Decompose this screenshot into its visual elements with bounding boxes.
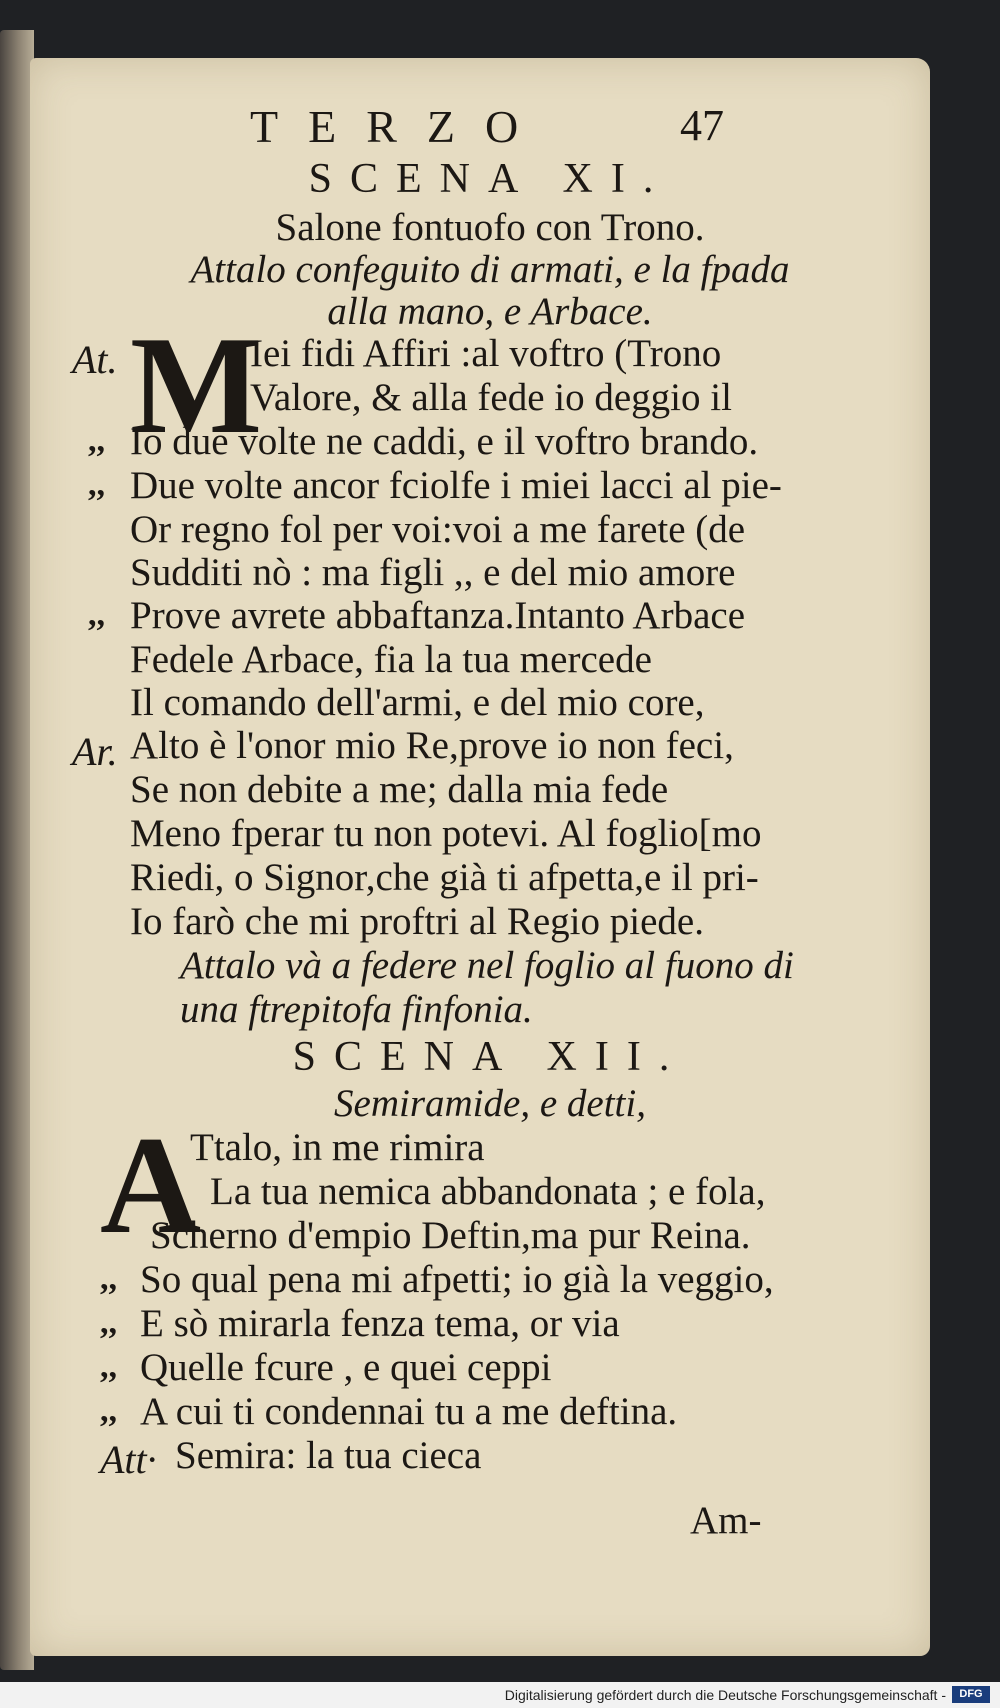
quote-mark: ,,: [88, 466, 105, 503]
page-text: [70, 88, 910, 1558]
stage-direction: Attalo confeguito di armati, e la fpada: [190, 248, 790, 291]
verse-line: Prove avrete abbaftanza.Intanto Arbace: [130, 594, 746, 637]
stage-direction: alla mano, e Arbace.: [327, 290, 653, 333]
quote-mark: ,,: [88, 422, 105, 459]
speaker-label: Ar.: [72, 729, 118, 774]
verse-line: Io farò che mi proftri al Regio piede.: [130, 900, 704, 943]
verse-line: Semira: la tua cieca: [175, 1434, 482, 1477]
verse-line: La tua nemica abbandonata ; e fola,: [210, 1170, 766, 1213]
drop-capital: A: [100, 1108, 202, 1263]
verse-line: Scherno d'empio Deftin,ma pur Reina.: [150, 1214, 751, 1257]
verse-line: Il comando dell'armi, e del mio core,: [130, 681, 705, 724]
verse-line: Sudditi nò : ma figli ,, e del mio amore: [130, 551, 736, 594]
verse-line: Due volte ancor fciolfe i miei lacci al pie-: [130, 464, 782, 507]
verse-line: Meno fperar tu non potevi. Al foglio[mo: [130, 812, 762, 855]
verse-line: Ttalo, in me rimira: [190, 1126, 485, 1169]
verse-line: Se non debite a me; dalla mia fede: [130, 768, 669, 811]
quote-mark: ,,: [100, 1392, 117, 1429]
drop-capital: M: [130, 308, 263, 463]
verse-line: Fedele Arbace, fia la tua mercede: [130, 638, 652, 681]
verse-line: A cui ti condennai tu a me deftina.: [140, 1390, 678, 1433]
verse-line: E sò mirarla fenza tema, or via: [140, 1302, 620, 1345]
stage-direction: Attalo và a federe nel foglio al fuono di: [180, 944, 794, 987]
verse-line: Or regno fol per voi:voi a me farete (de: [130, 508, 746, 551]
quote-mark: ,,: [100, 1304, 117, 1341]
quote-mark: ,,: [100, 1348, 117, 1385]
verse-line: Io due volte ne caddi, e il voftro brando.: [130, 420, 759, 463]
speaker-label: At.: [72, 337, 118, 382]
verse-line: So qual pena mi afpetti; io già la veggio,: [140, 1258, 774, 1301]
scene-heading: SCENA XI.: [308, 156, 672, 202]
scene-characters: Semiramide, e detti,: [334, 1082, 646, 1125]
scene-heading: SCENA XII.: [292, 1034, 688, 1080]
book-spine: [0, 30, 34, 1670]
quote-mark: ,,: [100, 1260, 117, 1297]
dfg-logo: DFG: [952, 1686, 990, 1703]
quote-mark: ,,: [88, 596, 105, 633]
speaker-label: Att·: [100, 1437, 157, 1482]
footer-credit: Digitalisierung gefördert durch die Deutsche Forschungsgemeinschaft -: [504, 1687, 946, 1703]
verse-line: Riedi, o Signor,che già ti afpetta,e il pri-: [130, 856, 759, 899]
verse-line: Alto è l'onor mio Re,prove io non feci,: [130, 724, 734, 767]
verse-line: Valore, & alla fede io deggio il: [250, 376, 732, 419]
running-header: TERZO: [250, 101, 549, 152]
verse-line: Quelle fcure , e quei ceppi: [140, 1346, 552, 1389]
digitization-footer: [0, 1682, 1000, 1708]
book-page: [30, 58, 930, 1656]
scene-setting: Salone fontuofo con Trono.: [275, 206, 705, 249]
page-number: 47: [680, 101, 724, 150]
catchword: Am-: [690, 1499, 762, 1542]
verse-line: Iei fidi Affiri :al voftro (Trono: [250, 332, 722, 375]
stage-direction: una ftrepitofa finfonia.: [180, 988, 533, 1031]
